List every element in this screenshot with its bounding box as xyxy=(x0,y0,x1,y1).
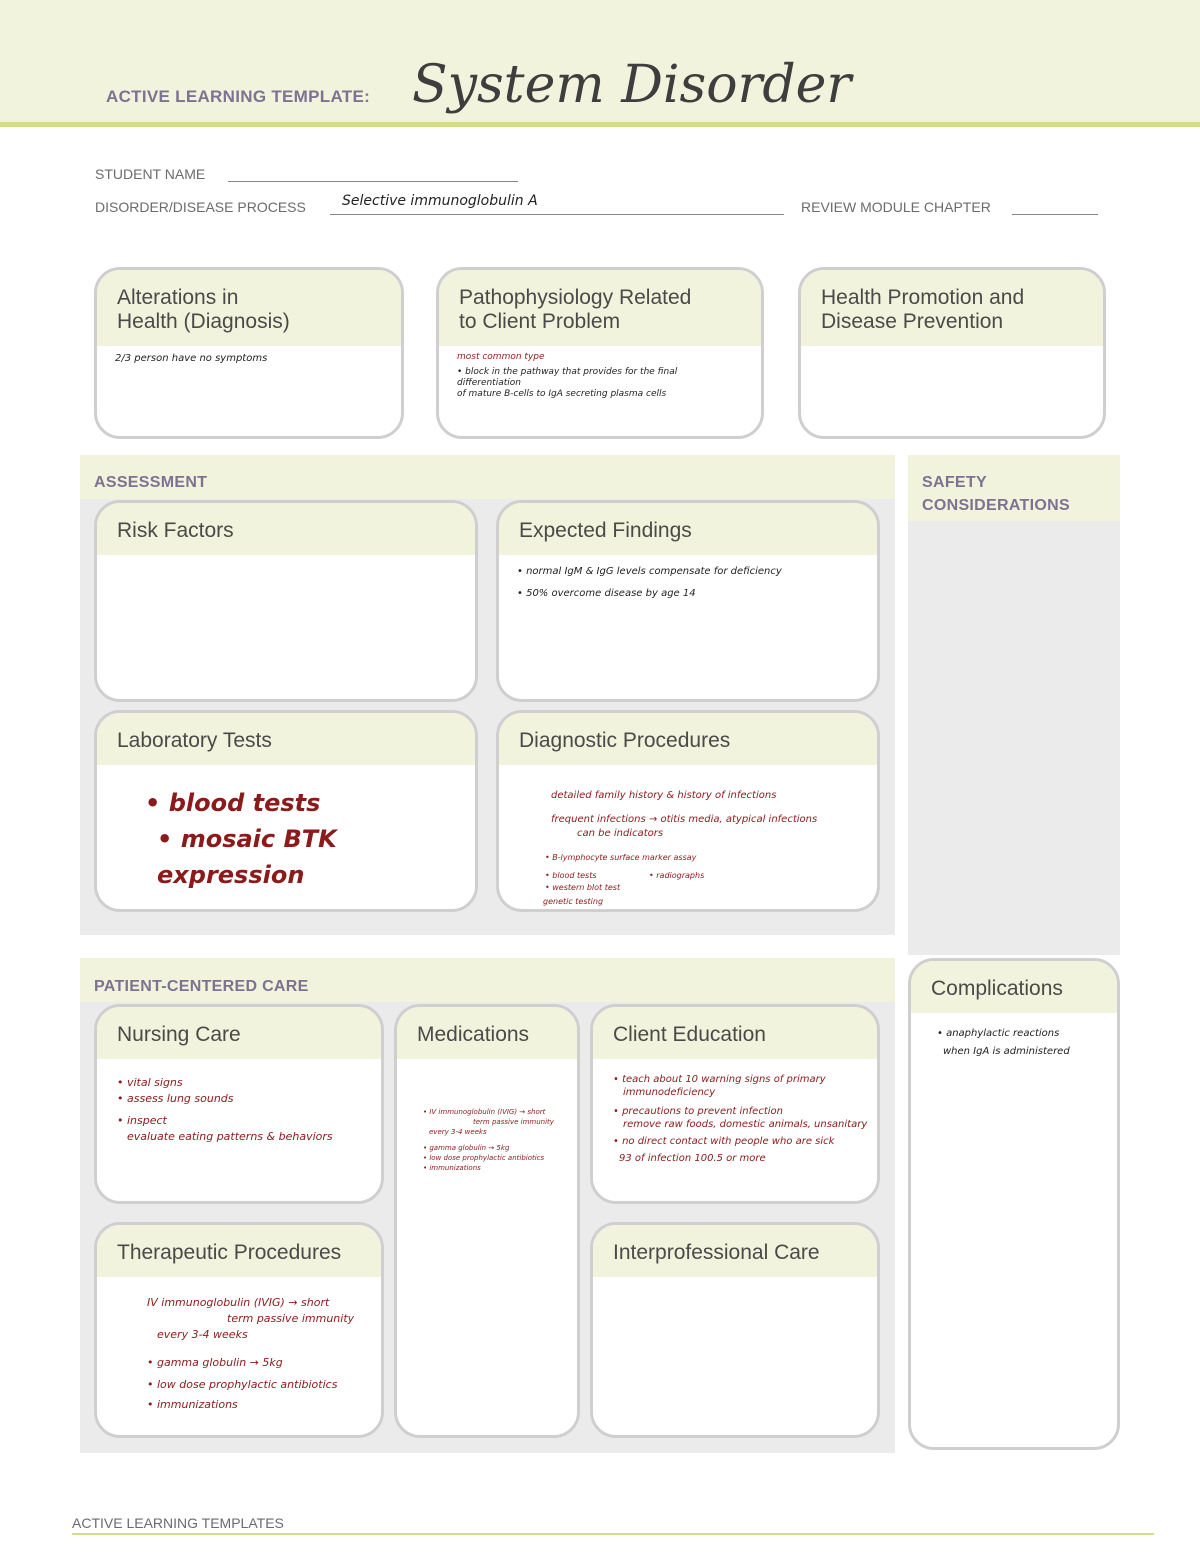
nursing-note-1: • vital signs xyxy=(117,1076,183,1089)
footer-label: ACTIVE LEARNING TEMPLATES xyxy=(72,1515,284,1531)
expected-findings-box xyxy=(496,500,880,702)
laboratory-tests-title: Laboratory Tests xyxy=(97,713,475,765)
health-promotion-title-1: Health Promotion and xyxy=(821,286,1025,309)
nursing-note-3: • inspect xyxy=(117,1114,167,1127)
medications-note-5: • low dose prophylactic antibiotics xyxy=(423,1154,545,1162)
patho-note-2: • block in the pathway that provides for the final differentiation xyxy=(457,367,678,388)
lab-note-2: • mosaic BTK expression xyxy=(157,825,337,889)
safety-label-1: SAFETY xyxy=(922,474,987,491)
medications-box xyxy=(394,1004,580,1438)
expected-note-2: • 50% overcome disease by age 14 xyxy=(517,588,696,599)
therapeutic-note-5: • low dose prophylactic antibiotics xyxy=(147,1378,338,1391)
therapeutic-note-6: • immunizations xyxy=(147,1398,238,1411)
client-education-box xyxy=(590,1004,880,1204)
alterations-note: 2/3 person have no symptoms xyxy=(115,353,268,364)
expected-note-1: • normal IgM & IgG levels compensate for deficiency xyxy=(517,566,782,577)
complications-box xyxy=(908,958,1120,1450)
complications-title: Complications xyxy=(911,961,1117,1013)
complications-note-1: • anaphylactic reactions xyxy=(937,1028,1060,1039)
disorder-value: Selective immunoglobulin A xyxy=(342,193,538,209)
student-name-label: STUDENT NAME xyxy=(95,166,206,182)
safety-label-2: CONSIDERATIONS xyxy=(922,497,1070,514)
interprofessional-care-box xyxy=(590,1222,880,1438)
diagnostic-procedures-box xyxy=(496,710,880,912)
safety-section xyxy=(908,455,1120,955)
diagnostic-note-4: • B-lymphocyte surface marker assay xyxy=(545,853,697,862)
therapeutic-procedures-title: Therapeutic Procedures xyxy=(97,1225,381,1277)
interprofessional-care-title: Interprofessional Care xyxy=(593,1225,877,1277)
health-promotion-header xyxy=(801,270,1103,346)
pathophysiology-header xyxy=(439,270,761,346)
disorder-label: DISORDER/DISEASE PROCESS xyxy=(95,199,306,215)
complications-note-2: when IgA is administered xyxy=(943,1046,1070,1057)
medications-note-1: • IV immunoglobulin (IVIG) → short xyxy=(423,1108,546,1116)
footer-divider xyxy=(72,1533,1154,1535)
nursing-note-2: • assess lung sounds xyxy=(117,1092,234,1105)
nursing-note-4: evaluate eating patterns & behaviors xyxy=(127,1130,333,1143)
patho-note-1: most common type xyxy=(457,352,545,362)
patient-care-label: PATIENT-CENTERED CARE xyxy=(94,978,309,995)
nursing-care-title: Nursing Care xyxy=(97,1007,381,1059)
therapeutic-note-3: every 3-4 weeks xyxy=(157,1328,248,1341)
diagnostic-note-7: • western blot test xyxy=(545,883,621,892)
disorder-field[interactable] xyxy=(330,214,784,215)
therapeutic-note-1: IV immunoglobulin (IVIG) → short xyxy=(147,1296,330,1309)
education-note-5: • no direct contact with people who are sick xyxy=(613,1136,835,1147)
diagnostic-note-2: frequent infections → otitis media, atypical infections xyxy=(551,814,818,825)
education-note-3: • precautions to prevent infection xyxy=(613,1106,783,1117)
diagnostic-note-3: can be indicators xyxy=(577,828,664,839)
header-divider xyxy=(0,122,1200,127)
patho-note-3: of mature B-cells to IgA secreting plasma cells xyxy=(457,389,667,399)
medications-note-6: • immunizations xyxy=(423,1164,481,1172)
medications-note-2: term passive immunity xyxy=(473,1118,554,1126)
template-label: ACTIVE LEARNING TEMPLATE: xyxy=(106,87,371,106)
nursing-care-box xyxy=(94,1004,384,1204)
health-promotion-box xyxy=(798,267,1106,439)
pathophysiology-title-1: Pathophysiology Related xyxy=(459,286,692,309)
education-note-6: 93 of infection 100.5 or more xyxy=(619,1153,766,1164)
template-title: System Disorder xyxy=(412,55,852,115)
expected-findings-title: Expected Findings xyxy=(499,503,877,555)
lab-note-1: • blood tests xyxy=(145,789,321,817)
health-promotion-title-2: Disease Prevention xyxy=(821,310,1004,333)
medications-title: Medications xyxy=(397,1007,577,1059)
diagnostic-note-1: detailed family history & history of infections xyxy=(551,790,777,801)
therapeutic-procedures-box xyxy=(94,1222,384,1438)
diagnostic-procedures-title: Diagnostic Procedures xyxy=(499,713,877,765)
education-note-4: remove raw foods, domestic animals, unsanitary xyxy=(623,1119,868,1130)
review-module-label: REVIEW MODULE CHAPTER xyxy=(801,199,991,215)
client-education-title: Client Education xyxy=(593,1007,877,1059)
alterations-box xyxy=(94,267,404,439)
pathophysiology-box xyxy=(436,267,764,439)
risk-factors-box xyxy=(94,500,478,702)
diagnostic-note-8: genetic testing xyxy=(543,897,604,906)
education-note-2: immunodeficiency xyxy=(623,1087,716,1098)
medications-note-3: every 3-4 weeks xyxy=(429,1128,487,1136)
diagnostic-note-5: • blood tests xyxy=(545,871,597,880)
laboratory-tests-box xyxy=(94,710,478,912)
alterations-title-2: Health (Diagnosis) xyxy=(117,310,290,333)
risk-factors-title: Risk Factors xyxy=(97,503,475,555)
alterations-header xyxy=(97,270,401,346)
therapeutic-note-4: • gamma globulin → 5kg xyxy=(147,1356,283,1369)
assessment-label: ASSESSMENT xyxy=(94,474,208,491)
therapeutic-note-2: term passive immunity xyxy=(227,1312,355,1325)
education-note-1: • teach about 10 warning signs of primary xyxy=(613,1074,826,1085)
student-name-field[interactable] xyxy=(228,181,518,182)
pathophysiology-title-2: to Client Problem xyxy=(459,310,621,333)
review-module-field[interactable] xyxy=(1012,214,1098,215)
diagnostic-note-6: • radiographs xyxy=(649,871,705,880)
medications-note-4: • gamma globulin → 5kg xyxy=(423,1144,510,1152)
alterations-title-1: Alterations in xyxy=(117,286,239,309)
